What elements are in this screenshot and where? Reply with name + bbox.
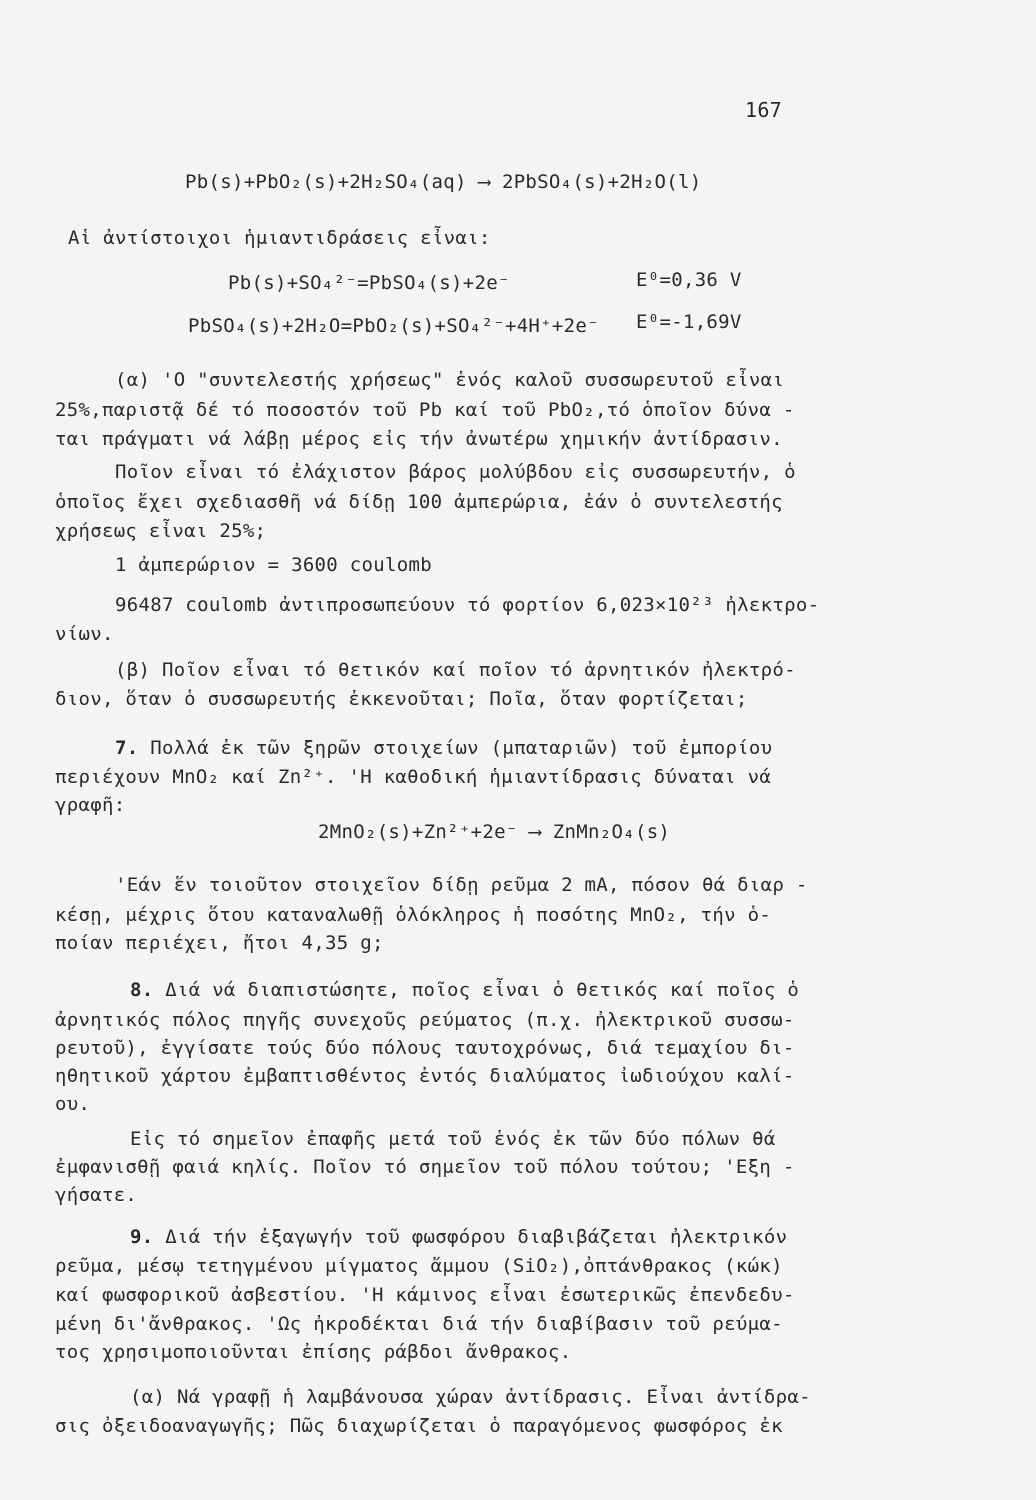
problem-8-line-1: Διά νά διαπιστώσητε, ποῖος εἶναι ὁ θετικός καί ποῖος ὁ — [165, 979, 800, 1001]
problem-7-line-3: γραφῆ: — [55, 794, 126, 816]
part-a-line-2: 25%,παριστᾷ δέ τό ποσοστόν τοῦ Pb καί τοῦ PbO₂,τό ὁποῖον δύνα - — [55, 399, 795, 421]
problem-9-part-a-line-1: (α) Νά γραφῇ ἡ λαμβάνουσα χώραν ἀντίδρασις. Εἶναι ἀντίδρα- — [130, 1386, 811, 1408]
problem-7-line-2: περιέχουν MnO₂ καί Zn²⁺. 'Η καθοδική ἡμιαντίδρασις δύναται νά — [55, 766, 772, 788]
problem-9-line-2: ρεῦμα, μέσῳ τετηγμένου μίγματος ἄμμου (SiO₂),ὀπτάνθρακος (κώκ) — [55, 1255, 783, 1277]
faraday-line-2: νίων. — [55, 623, 114, 645]
problem-8-line-2: ἀρνητικός πόλος πηγῆς συνεχοῦς ρεύματος (π.χ. ἠλεκτρικοῦ συσσω- — [55, 1009, 795, 1031]
problem-9-line-4: μένη δι'ἄνθρακος. 'Ως ἠκροδέκται διά τήν διαβίβασιν τοῦ ρεύμα- — [55, 1313, 783, 1335]
part-a-line-3: ται πράγματι νά λάβῃ μέρος εἰς τήν ἀνωτέρω χημικήν ἀντίδρασιν. — [55, 428, 783, 450]
problem-7-question-3: ποίαν περιέχει, ἤτοι 4,35 g; — [55, 932, 384, 954]
half-reaction-2-potential: E⁰=-1,69V — [636, 311, 742, 333]
problem-9-line-5: τος χρησιμοποιοῦνται ἐπίσης ράβδοι ἄνθρακος. — [55, 1341, 572, 1363]
problem-8-line-5: ου. — [55, 1093, 91, 1115]
faraday-line-1: 96487 coulomb ἀντιπροσωπεύουν τό φορτίον 6,023×10²³ ἠλεκτρο- — [115, 594, 820, 616]
part-b-line-1: (β) Ποῖον εἶναι τό θετικόν καί ποῖον τό ἀρνητικόν ἠλεκτρό- — [115, 659, 796, 681]
problem-8-number: 8. — [130, 979, 154, 1001]
problem-7-question-2: κέσῃ, μέχρις ὅτου καταναλωθῇ ὁλόκληρος ἡ ποσότης MnO₂, τήν ὁ- — [55, 904, 772, 926]
problem-7-equation: 2MnO₂(s)+Zn²⁺+2e⁻ ⟶ ZnMn₂O₄(s) — [318, 821, 671, 843]
question-line-3: χρήσεως εἶναι 25%; — [55, 520, 267, 542]
problem-8-para2-line-1: Εἰς τό σημεῖον ἐπαφῆς μετά τοῦ ἑνός ἐκ τῶν δύο πόλων θά — [130, 1128, 776, 1150]
problem-8-line-3: ρευτοῦ), ἐγγίσατε τούς δύο πόλους ταυτοχρόνως, διά τεμαχίου δι- — [55, 1037, 795, 1059]
problem-9-line-1: Διά τήν ἐξαγωγήν τοῦ φωσφόρου διαβιβάζεται ἠλεκτρικόν — [165, 1226, 788, 1248]
half-reaction-1-potential: E⁰=0,36 V — [636, 269, 742, 291]
part-b-line-2: διον, ὅταν ὁ συσσωρευτής ἐκκενοῦται; Ποῖα, ὅταν φορτίζεται; — [55, 688, 748, 710]
problem-7-question-1: 'Εάν ἕν τοιοῦτον στοιχεῖον δίδῃ ρεῦμα 2 mA, πόσον θά διαρ - — [115, 874, 808, 896]
page-number: 167 — [745, 98, 783, 122]
problem-9 — [130, 1225, 787, 1249]
problem-9-number: 9. — [130, 1226, 154, 1248]
question-line-2: ὁποῖος ἔχει σχεδιασθῆ νά δίδῃ 100 ἀμπερώρια, ἐάν ὁ συντελεστής — [55, 491, 783, 513]
problem-8-para2-line-2: ἐμφανισθῇ φαιά κηλίς. Ποῖον τό σημεῖον τοῦ πόλου τούτου; 'Εξη - — [55, 1156, 795, 1178]
part-a-line-1: (α) 'Ο "συντελεστής χρήσεως" ἑνός καλοῦ συσσωρευτοῦ εἶναι — [115, 369, 785, 391]
intro-text: Αἱ ἀντίστοιχοι ἡμιαντιδράσεις εἶναι: — [68, 227, 491, 249]
problem-9-line-3: καί φωσφορικοῦ ἀσβεστίου. 'Η κάμινος εἶναι ἐσωτερικῶς ἐπενδεδυ- — [55, 1284, 795, 1306]
problem-8 — [130, 978, 799, 1002]
half-reaction-1: Pb(s)+SO₄²⁻=PbSO₄(s)+2e⁻ — [228, 272, 510, 294]
problem-7-number: 7. — [115, 737, 139, 759]
main-reaction: Pb(s)+PbO₂(s)+2H₂SO₄(aq) ⟶ 2PbSO₄(s)+2H₂O(l) — [185, 171, 702, 193]
problem-7-line-1: Πολλά ἐκ τῶν ξηρῶν στοιχείων (μπαταριῶν) τοῦ ἐμπορίου — [150, 737, 773, 759]
half-reaction-2: PbSO₄(s)+2H₂O=PbO₂(s)+SO₄²⁻+4H⁺+2e⁻ — [188, 315, 599, 337]
problem-9-part-a-line-2: σις ὀξειδοαναγωγῆς; Πῶς διαχωρίζεται ὁ παραγόμενος φωσφόρος ἐκ — [55, 1415, 783, 1437]
problem-8-para2-line-3: γήσατε. — [55, 1184, 138, 1206]
ampere-hour-definition: 1 ἀμπερώριον = 3600 coulomb — [115, 554, 432, 576]
problem-7 — [115, 736, 772, 760]
question-line-1: Ποῖον εἶναι τό ἐλάχιστον βάρος μολύβδου εἰς συσσωρευτήν, ὁ — [115, 461, 796, 483]
problem-8-line-4: ηθητικοῦ χάρτου ἐμβαπτισθέντος ἐντός διαλύματος ἰωδιούχου καλί- — [55, 1065, 795, 1087]
